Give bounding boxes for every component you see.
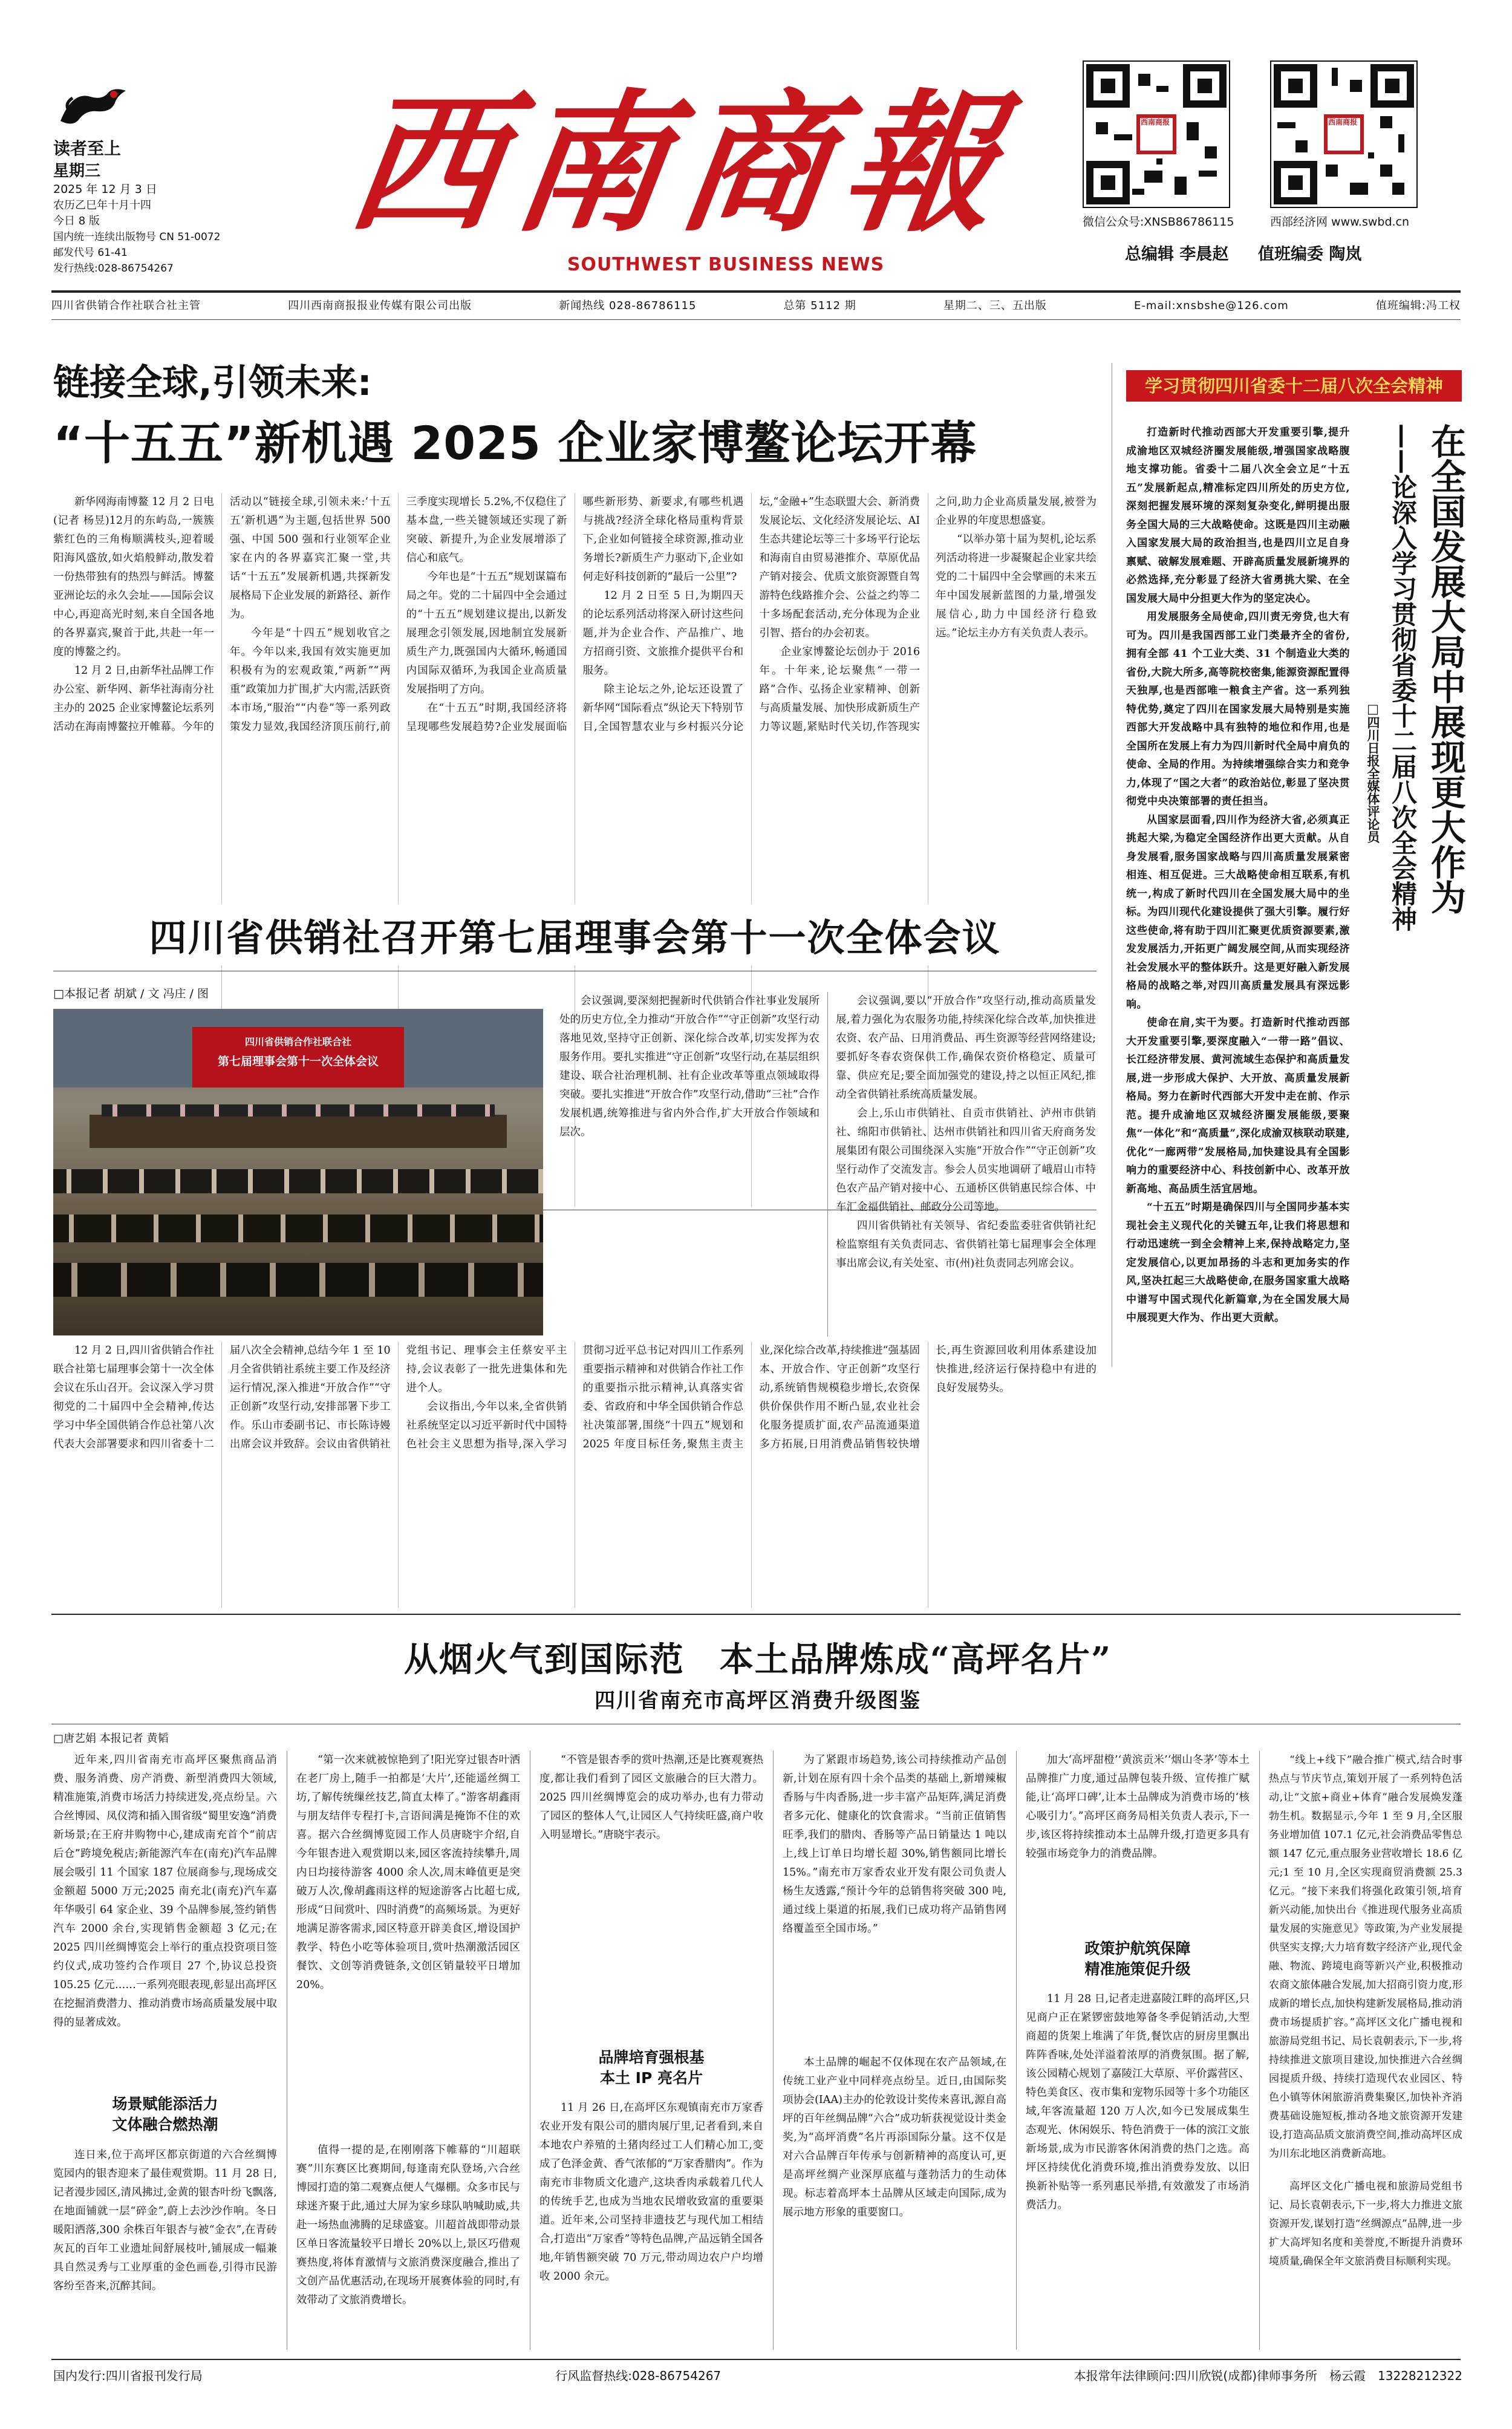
article2-paragraph: 12 月 2 日,四川省供销合作社联合社第七届理事会第十一次全体会议在乐山召开。会议深入学习贯彻党的二十届四中全会精神,传达学习中华全国供销合作总社第八次代表大会部署要求和四川省委十二届八次全会精神,总结今年 1 至 10 月全省供销社系统主要工作及经济运行情况,深入推进“开放合作”“守正创新”攻坚行动,安排部署下步工作。乐山市委副书记、市长陈诗嫚出席会议并致辞。会议由省供销社党组书记、理事会主任蔡安平主持,会议表彰了一批先进集体和先进个人。 <box>53 1345 567 1450</box>
info-sponsor: 四川省供销合作社联合社主管 <box>51 299 201 312</box>
masthead-rule <box>51 290 1461 293</box>
article3-col3 <box>539 1751 763 2041</box>
article2-headline: 四川省供销社召开第七届理事会第十一次全体会议 <box>53 904 1097 965</box>
website-qr-code[interactable] <box>1270 60 1418 208</box>
sidebar-paragraph: 从国家层面看,四川作为经济大省,必须真正挑起大梁,为稳定全国经济作出更大贡献。从自身发展看,服务国家战略与四川高质量发展紧密相连、相互促进。三大战略使命相互联系,有机统一,构成了新时代四川在全国发展大局中的坐标。为四川现代化建设提供了强大引擎。履行好这些使命,将有助于四川汇聚更优质资源要素,激发发展活力,开拓更广阔发展空间,从而实现经济社会发展水平的整体跃升。这是更好融入新发展格局的战略之举,对四川高质量发展具有深远影响。 <box>1126 813 1350 1011</box>
article3-paragraph: 近年来,四川省南充市高坪区聚焦商品消费、服务消费、房产消费、新型消费四大领域,精准施策,消费市场活力持续迸发,亮点纷呈。六合丝博园、凤仪湾和插入围省级“蜀里安逸”消费新场景;在王府井购物中心,建成南充首个“前店后仓”跨境免税店;新能源汽车在(南充)汽车品牌展会吸引 11 个国家 187 位展商参与,现场成交金额超 5000 万元;2025 南充北(南充)汽车嘉年华吸引 64 家企业、39 个品牌参展,签约销售汽车 2000 余台,实现销售金额超 3 亿元;在 2025 四川丝绸博览会上举行的重点投资项目签约仪式,成功签约合作项目 27 个,协议总投资 105.25 亿元……一系列亮眼表现,彰显出高坪区在挖掘消费潜力、推动消费市场高质量发展中取得的显著成效。 <box>53 1754 277 2029</box>
article2-body-upper-left <box>559 992 820 1337</box>
article3-headline: 从烟火气到国际范 本土品牌炼成“高坪名片” <box>403 1640 1112 1680</box>
qr-code-icon <box>1271 62 1416 207</box>
website-url[interactable]: 西部经济网 www.swbd.cn <box>1270 215 1410 229</box>
article2-body-lower <box>53 1342 1097 1608</box>
info-duty: 值班编辑:冯工权 <box>1375 299 1461 312</box>
article3-col5 <box>1026 1751 1250 1932</box>
masthead-weekday: 星期三 <box>53 162 101 180</box>
qr-badge-right: 西南商报 <box>1328 118 1357 126</box>
photo-banner-line2: 第七届理事会第十一次全体会议 <box>217 1055 379 1068</box>
article1-paragraph: 新华网海南博鳌 12 月 2 日电(记者 杨昱)12月的东屿岛,一簇簇紫红色的三角梅顺满枝头,迎着暖阳海风盛放,如火焰般鲜动,散发着一份热带独有的热烈与鲜活。博鳌亚洲论坛的永久会址——国际会议中心,再迎高光时刻,来自全国各地的各界嘉宾,聚首于此,共赴一年一度的博鳌之约。 <box>53 496 214 658</box>
article3-paragraph: 11 月 28 日,记者走进嘉陵江畔的高坪区,只见商户正在紧锣密鼓地筹备冬季促销活动,大型商超的货架上堆满了年货,餐饮店的厨房里飘出阵阵香味,处处洋溢着浓厚的消费氛围。据了解,该公园精心规划了嘉陵江大草原、平价露营区、特色美食区、夜市集和宠物乐园等十多个功能区域,年客流量超 120 万人次,如今已发展成集生态观光、休闲娱乐、特色消费于一体的滨江文旅新场景,成为市民游客休闲消费的热门之选。高坪区持续优化消费环境,推出消费券发放、以旧换新补贴等一系列惠民举措,有效激发了市场消费活力。 <box>1026 1993 1250 2211</box>
article2-paragraph: 会议强调,要以“开放合作”攻坚行动,推动高质量发展,着力强化为农服务功能,持续深化综合改革,加快推进农资、农产品、日用消费品、再生资源等经营网络建设;要抓好冬春农资保供工作,确保农资价格稳定、质量可靠、供应充足;要全面加强党的建设,持之以恒正风纪,推动全省供销社系统高质量发展。 <box>836 995 1096 1101</box>
article1-paragraph: 企业家博鳌论坛创办于 2016 年。十年来,论坛聚焦“一带一路”合作、弘扬企业家精神、创新与高质量发展、加快形成新质生产力等议题,紧贴时代关切,作答现实之问,助力企业高质量发展,被誉为企业界的年度思想盛宴。 <box>759 496 1097 733</box>
sidebar-subhead: ——论深入学习贯彻省委十二届八次全会精神 <box>1388 423 1418 931</box>
col-divider <box>773 1751 774 2350</box>
wechat-qr-code[interactable] <box>1083 60 1230 208</box>
newspaper-title: 西南商報 <box>339 74 1022 252</box>
article3-paragraph: 加大‘高坪甜橙’‘黄滨贡米’‘烟山冬茅’等本土品牌推广力度,通过品牌包装升级、宣传推广赋能,让‘高坪口碑’,让本土品牌成为消费市场的‘核心吸引力’。”高坪区商务局相关负责人表示,下一步,该区将持续推动本土品牌升级,打造更多具有较强市场竞争力的消费品牌。 <box>1026 1754 1250 1860</box>
duty-editor: 值班编委 陶岚 <box>1258 245 1362 264</box>
article1-paragraph: “以举办第十届为契机,论坛系列活动将进一步凝聚起企业家共绘党的二十届四中全会擘画的未来五年中国发展新蓝图的力量,增强发展信心,助力中国经济行稳致远。”论坛主办方有关负责人表示。 <box>936 533 1097 639</box>
article3-col4b <box>783 2053 1006 2350</box>
col-divider <box>1016 1751 1017 2350</box>
footer-rule <box>51 2359 1461 2360</box>
article3-section1-title: 场景赋能添活力 文体融合燃热潮 <box>112 2095 218 2133</box>
article3-paragraph: “不管是银杏季的赏叶热潮,还是比赛观赛热度,都让我们看到了园区文旅融合的巨大潜力。2025 四川丝绸博览会的成功举办,也有力带动了园区的整体人气,让园区人气持续旺盛,商户收入明显增长。”唐晓宇表示。 <box>539 1754 763 1841</box>
masthead-cn: 国内统一连续出版物号 CN 51-0072 <box>53 231 221 243</box>
info-issue: 总第 5112 期 <box>783 299 856 312</box>
masthead-date: 2025 年 12 月 3 日 <box>53 183 157 196</box>
masthead-slogan: 读者至上 <box>53 139 122 158</box>
sidebar-paragraph: 用发展服务全局使命,四川责无旁贷,也大有可为。四川是我国西部工业门类最齐全的省份,拥有全部 41 个工业大类、31 个制造业大类的省份,大院大所多,高等院校密集,能源资源配置得天独厚,也是西部唯一粮食主产省。这一系列独特优势,奠定了四川在国家发展大局特别是实施西部大开发战略中具有独特的地位和作用,也是全国所在发展上有力为四川新时代全局中肩负的使命、全局的作用。为持续增强综合实力和竞争力,体现了“国之大者”的政治站位,彰显了坚决贯彻党中央决策部署的责任担当。 <box>1126 611 1350 807</box>
article3-col6 <box>1269 1751 1462 2174</box>
article3-col4 <box>783 1751 1006 2050</box>
masthead-hotline: 发行热线:028-86754267 <box>53 262 174 275</box>
article3-top-rule <box>51 1614 1461 1615</box>
article3-paragraph: 为了紧跟市场趋势,该公司持续推动产品创新,计划在原有四十余个品类的基础上,新增辣椒香肠与牛肉香肠,进一步丰富产品矩阵,满足消费者多元化、健康化的饮食需求。“当前正值销售旺季,我们的腊肉、香肠等产品日销量达 1 吨以上,线上订单日均增长超 30%,销售额同比增长 15%。”南充市万家香农业开发有限公司负责人杨生友透露,“预计今年的总销售将突破 300 吨,通过线上渠道的拓展,我们已成功将产品销售网络覆盖至全国市场。” <box>783 1754 1006 1935</box>
info-bar <box>51 295 1461 317</box>
article2-paragraph: 会议强调,要深刻把握新时代供销合作社事业发展所处的历史方位,全力推动“开放合作”“守正创新”攻坚行动落地见效,坚持守正创新、深化综合改革,切实发挥为农服务作用。要扎实推进“守正创新”攻坚行动,在基层组织建设、联合社治理机制、社有企业改革等重点领域取得突破。要扎实推进“开放合作”攻坚行动,借助“三社”合作发展机遇,统筹推进与省内外合作,扩大开放合作领域和层次。 <box>559 995 820 1138</box>
article3-col2 <box>296 1751 520 2138</box>
article3-subhead: 四川省南充市高坪区消费升级图鉴 <box>595 1689 921 1713</box>
article1-paragraph: 12 月 2 日,由新华社品牌工作办公室、新华网、新华社海南分社主办的 2025 企业家博鳌论坛系列活动在海南博鳌拉开帷幕。今年的活动以“链接全球,引领未来:‘十五五’新机遇”为主题,包括世界 500 强、中国 500 强和行业领军企业家在内的各界嘉宾汇聚一堂,共话“十五五”发展新机遇,共探新发展格局下企业发展的新路径、新作为。 <box>53 496 391 733</box>
article2-paragraph: 会议指出,今年以来,全省供销社系统坚定以习近平新时代中国特色社会主义思想为指导,深入学习贯彻习近平总书记对四川工作系列重要指示精神和对供销合作社工作的重要指示批示精神,认真落实省委、省政府和中华全国供销合作总社决策部署,围绕“十四五”规划和 2025 年度目标任务,聚焦主责主业,深化综合改革,持续推进“强基固本、开放合作、守正创新”攻坚行动,系统销售规模稳步增长,农资保供价保供作用不断凸显,农业社会化服务提质扩面,农产品流通渠道多方拓展,日用消费品销售较快增长,再生资源回收利用体系建设加快推进,经济运行保持稳中有进的良好发展势头。 <box>406 1345 1097 1450</box>
sidebar-paragraph: 使命在肩,实干为要。打造新时代推动西部大开发重要引擎,要深度融入“一带一路”倡议、长江经济带发展、黄河流域生态保护和高质量发展,进一步形成大保护、大开放、高质量发展新格局。努力在新时代西部大开发中走在前、作示范。提升成渝地区双城经济圈发展能级,要聚焦“一体化”和“高质量”,深化成渝双核联动联建,优化“一廊两带”发展格局,加快建设具有全国影响力的重要经济中心、科技创新中心、改革开放新高地、高品质生活宜居地。 <box>1126 1017 1350 1195</box>
sidebar-paragraph: “十五五”时期是确保四川与全国同步基本实现社会主义现代化的关键五年,让我们将思想和行动迅速统一到全会精神上来,保持战略定力,坚定发展信心,以更加昂扬的斗志和更加务实的作风,坚决扛起三大战略使命,在服务国家重大战略中谱写中国式现代化新篇章,为在全国发展大局中展现更大作为、作出更大贡献。 <box>1126 1201 1350 1324</box>
article1-paragraph: 今年是“十四五”规划收官之年。今年以来,我国有效实施更加积极有为的宏观政策,“两新”“两重”政策加力扩围,扩大内需,活跃资本市场,“服治”“内卷”等一系列政策发力显效,我国经济顶压前行,前三季度实现增长 5.2%,不仅稳住了基本盘,一些关键领域还实现了新突破、新提升,为企业发展增添了信心和底气。 <box>229 496 567 733</box>
sidebar-banner: 学习贯彻四川省委十二届八次全会精神 <box>1126 370 1462 402</box>
article1-kicker: 链接全球,引领未来: <box>53 362 372 404</box>
article2-byline: □本报记者 胡斌 / 文 冯庄 / 图 <box>53 987 209 1000</box>
article3-col2b <box>296 2141 520 2350</box>
info-email[interactable]: E-mail:xnsbshe@126.com <box>1134 299 1289 312</box>
footer-lawyer: 本报常年法律顾问:四川欣锐(成都)律师事务所 杨云霞 13228212322 <box>1074 2369 1462 2383</box>
article3-section3-title: 政策护航筑保障 精准施策促升级 <box>1084 1940 1191 1978</box>
article3-col1 <box>53 1751 277 2087</box>
editor-in-chief: 总编辑 李晨赵 <box>1125 245 1229 264</box>
article1-headline: “十五五”新机遇 2025 企业家博鳌论坛开幕 <box>53 416 977 470</box>
article2-paragraph: 四川省供销社有关领导、省纪委监委驻省供销社纪检监察组有关负责同志、省供销社第七届理事会全体理事出席会议,有关处室、市(州)社负责同志列席会议。 <box>836 1220 1096 1270</box>
newspaper-english-title: SOUTHWEST BUSINESS NEWS <box>567 254 885 275</box>
photo-banner-line1: 四川省供销合作社联合社 <box>244 1036 351 1048</box>
article1-paragraph: 今年也是“十五五”规划谋篇布局之年。党的二十届四中全会通过的“十五五”规划建议提出,以新发展理念引领发展,因地制宜发展新质生产力,既强国内大循环,畅通国内国际双循环,为我国企业高质量发展指明了方向。 <box>406 571 567 696</box>
sidebar-body <box>1126 423 1350 1355</box>
info-news-hotline: 新闻热线 028-86786115 <box>559 299 697 312</box>
article3-col6b <box>1269 2177 1462 2350</box>
article2-col-divider <box>827 992 828 1337</box>
article3-col3b <box>539 2099 763 2350</box>
article3-col5b <box>1026 1990 1250 2350</box>
article3-section2-title: 品牌培育强根基 本土 IP 亮名片 <box>598 2049 705 2087</box>
article3-byline: □唐艺娟 本报记者 黄韬 <box>53 1732 169 1745</box>
article1-paragraph: 12 月 2 日至 5 日,为期四天的论坛系列活动将深入研讨这些问题,并为企业合作、产品推广、地方招商引资、文旅推介提供平台和服务。 <box>582 590 744 677</box>
info-bar-rule <box>51 319 1461 320</box>
footer <box>53 2366 1462 2384</box>
masthead-post-code: 邮发代号 61-41 <box>53 247 128 259</box>
article2-body-upper-right <box>836 992 1096 1337</box>
sidebar-byline: □四川日报全媒体评论员 <box>1366 702 1380 843</box>
article1-paragraph: 除主论坛之外,论坛还设置了新华网“国际看点”纵论天下特别节目,全国智慧农业与乡村振兴分论坛,“金融+”生态联盟大会、新消费发展论坛、文化经济发展论坛、AI 生态共建论坛等三十多场平行论坛和海南自由贸易港推介、草原优品产销对接会、优质文旅资源暨自驾游特色线路推介会、公益之约等二十多场配套活动,充分体现为企业引智、搭台的办会初衷。 <box>582 496 921 733</box>
footer-license: 行风监督热线:028-86754267 <box>555 2369 722 2383</box>
article2-paragraph: 会上,乐山市供销社、自贡市供销社、泸州市供销社、绵阳市供销社、达州市供销社和四川省天府商务发展集团有限公司围绕深入实施“开放合作”“守正创新”攻坚行动作了交流发言。参会人员实地调研了峨眉山市特色农产品产销对接中心、五通桥区供销惠民综合体、中车汇金福供销社、邮政分公司等地。 <box>836 1107 1096 1213</box>
newspaper-logo-icon <box>54 85 132 132</box>
sidebar-paragraph: 打造新时代推动西部大开发重要引擎,提升成渝地区双城经济圈发展能级,增强国家战略腹地支撑功能。省委十二届八次全会立足“十五五”发展新起点,精准标定四川所处的历史方位,深刻把握发展环境的深刻复杂变化,鲜明提出服务全国大局的三大战略使命。这既是四川主动融入国家发展大局的政治担当,也是四川立足自身禀赋、破解发展难题、开辟高质量发展新境界的必然选择,充分彰显了经济大省勇挑大梁、在全国发展大局中分担更大作为的坚定决心。 <box>1126 426 1350 605</box>
masthead-lunar: 农历乙巳年十月十四 <box>53 199 151 212</box>
article3-paragraph: 连日来,位于高坪区都京街道的六合丝绸博览园内的银杏迎来了最佳观赏期。11 月 28 日,记者漫步园区,清风拂过,金黄的银杏叶纷飞飘落,在地面铺就一层“碎金”,蔚上去沙沙作响。冬日暖阳洒落,300 余株百年银杏与被“金衣”,在青砖灰瓦的百年工业遗址间舒展枝叶,铺展成一幅兼具自然灵秀与工业厚重的金色画卷,引得市民游客纷至沓来,沉醉其间。 <box>53 2149 277 2292</box>
col-divider <box>1259 1751 1260 2350</box>
article3-col1b <box>53 2146 277 2349</box>
info-schedule: 星期二、三、五出版 <box>943 299 1047 312</box>
article3-paragraph: “第一次来就被惊艳到了!阳光穿过银杏叶洒在老厂房上,随手一拍都是‘大片’,还能遥丝绸工坊,了解传统缫丝技艺,简直太棒了。”游客胡鑫雨与朋友结伴专程打卡,言语间满是掩饰不住的欢喜。据六合丝绸博览园工作人员唐晓宇介绍,自今年银杏进入观赏期以来,园区客流持续攀升,周内日均接待游客 4000 余人次,周末峰值更是突破万人次,像胡鑫雨这样的短途游客占比超七成,形成“日间赏叶、四时消费”的高频场景。为更好地满足游客需求,园区特意开辟美食区,增设国护教学、特色小吃等体验项目,赏叶热潮激活园区餐饮、文创等消费链条,文创区销量较平日增加 20%。 <box>296 1754 520 1991</box>
footer-printer: 国内发行:四川省报刊发行局 <box>53 2369 203 2383</box>
meeting-photo <box>53 1009 543 1335</box>
article3-paragraph: 值得一提的是,在刚刚落下帷幕的“川超联赛”川东赛区比赛期间,每逢南充队登场,六合丝博园打造的第二观赛点便人气爆棚。众多市民与球迷齐聚于此,通过大屏为家乡球队呐喊助威,共赴一场热血沸腾的足球盛宴。川超首战即带动景区单日客流量较平日增长 20%以上,景区巧借观赛热度,将体育激情与文旅消费深度融合,推出了文创产品优惠活动,在现场开展赛体验的同时,有效带动了文旅消费增长。 <box>296 2144 520 2306</box>
article3-paragraph: 高坪区文化广播电视和旅游局党组书记、局长袁朝表示,下一步,将大力推进文旅资源开发,谋划打造“丝绸源点”品牌,进一步扩大高坪知名度和美誉度,不断提升消费环境质量,确保全年文旅消费目标顺利实现。 <box>1269 2180 1462 2268</box>
info-publisher: 四川西南商报报业传媒有限公司出版 <box>288 299 472 312</box>
article3-paragraph: 11 月 26 日,在高坪区东观镇南充市万家香农业开发有限公司的腊肉展厅里,记者看到,来自本地农户养殖的土猪肉经过工人们精心加工,变成了色泽金黄、香气浓郁的“万家香腊肉”。作为南充市非物质文化遗产,这块香肉承载着几代人的传统手艺,也成为当地农民增收致富的重要渠道。近年来,公司坚持非遗技艺与现代加工相结合,打造出“万家香”等特色品牌,产品远销全国各地,年销售额突破 70 万元,带动周边农户户均增收 2000 余元。 <box>539 2102 763 2283</box>
article3-paragraph: “线上+线下”融合推广模式,结合时事热点与节庆节点,策划开展了一系列特色活动,让“文旅+商业+体育”融合发展焕发蓬勃生机。数据显示,今年 1 至 9 月,全区服务业增加值 107.1 亿元,社会消费品零售总额 147 亿元,重点服务业营收增长 18.6 亿元;1 至 10 月,全区实现商贸消费额 25.3 亿元。“接下来我们将强化政策引领,培育新兴动能,加快出台《推进现代服务业高质量发展的实施意见》等政策,为产业发展提供坚实支撑;大力培育数字经济产业,现代金融、物流、跨境电商等新兴产业,积极推动农商文旅体融合发展,加大招商引资力度,形成新的增长点,加快构建新发展格局,推动消费市场提质扩容。”高坪区文化广播电视和旅游局党组书记、局长袁朝表示,下一步,将持续推进文旅项目建设,加快推进六合丝绸园提质升级、持续打造现代农业园区、特色小镇等休闲旅游消费集聚区,加快补齐消费基础设施短板,推动各地文旅资源开发建设,打造高品质文旅消费空间,推动高坪区成为川东北地区消费新高地。 <box>1269 1754 1462 2160</box>
sidebar-headline: 在全国发展大局中展现更大作为 <box>1425 423 1466 915</box>
qr-code-icon <box>1084 62 1229 207</box>
masthead-pages: 今日 8 版 <box>53 215 100 227</box>
wechat-account: 微信公众号:XNSB86786115 <box>1083 215 1234 229</box>
article1-paragraph: 在“十五五”时期,我国经济将呈现哪些发展趋势?企业发展面临哪些新形势、新要求,有哪些机遇与挑战?经济全球化格局重构背景下,企业如何链接全球资源,推动业务增长?新质生产力驱动下,企业如何走好科技创新的“最后一公里”? <box>406 496 744 733</box>
article3-paragraph: 本土品牌的崛起不仅体现在农产品领域,在传统工业产业中同样亮点纷呈。近日,由国际奖项协会(IAA)主办的伦敦设计奖传来喜讯,源自高坪的百年丝绸品牌“六合”成功斩获视觉设计类金奖,为“高坪消费”名片再添国际分量。这不仅是对六合品牌百年传承与创新精神的高度认可,更是高坪丝绸产业深厚底蕴与蓬勃活力的生动体现。标志着高坪本土品牌从区域走向国际,成为展示地方形象的重要窗口。 <box>783 2056 1006 2219</box>
qr-badge-left: 西南商报 <box>1140 118 1170 126</box>
